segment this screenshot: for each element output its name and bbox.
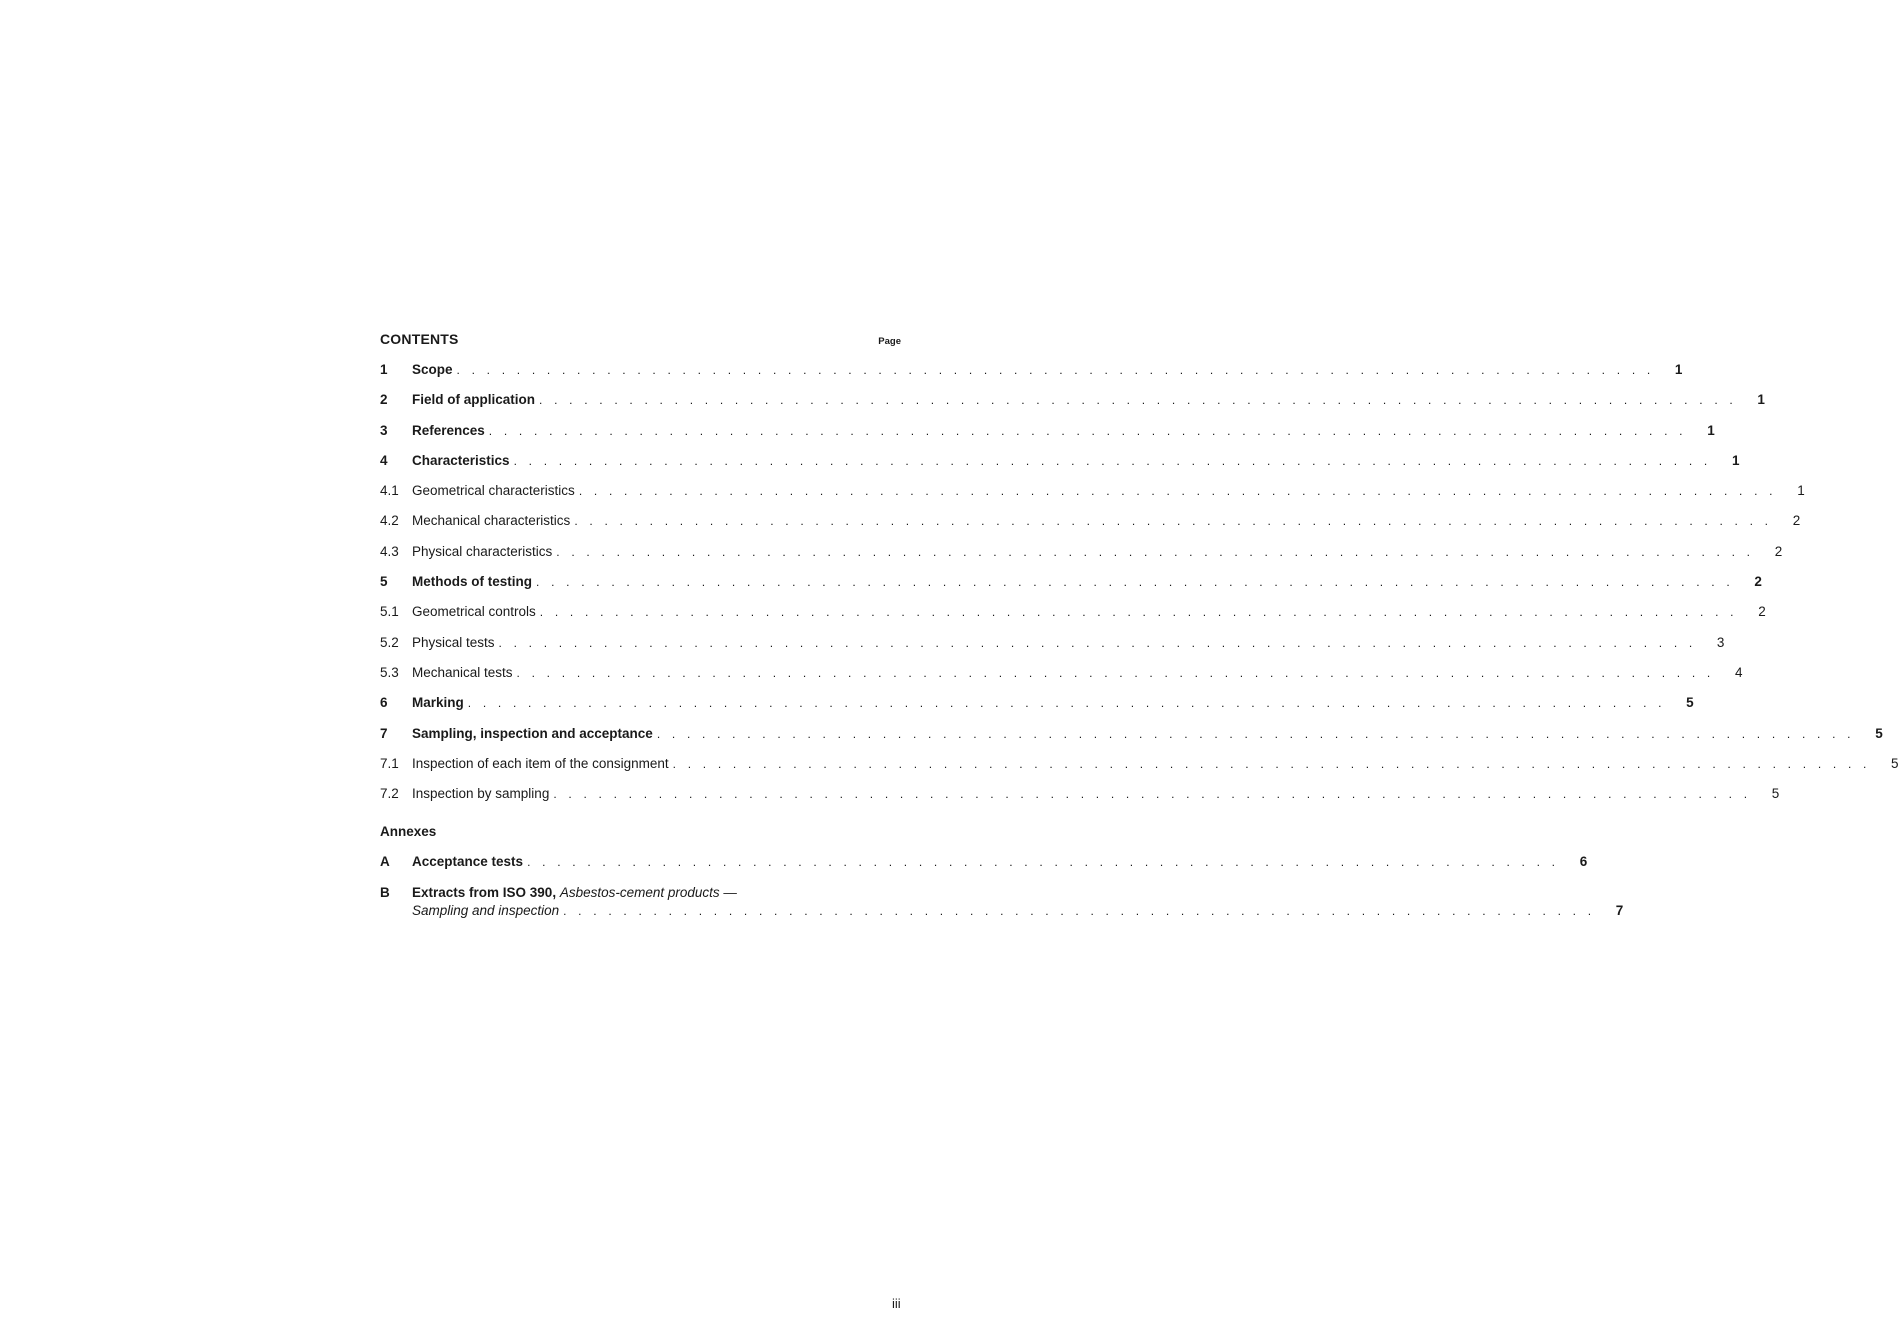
annex-b-title-block [412, 884, 1623, 920]
toc-entry-title: Marking [412, 695, 464, 711]
toc-entry-page: 1 [1674, 362, 1683, 377]
toc-entry-number: 7 [380, 725, 388, 741]
toc-entry-number: 5.2 [380, 634, 399, 650]
toc-entry-page: 1 [1797, 483, 1805, 499]
toc-entry-number: 1 [380, 362, 388, 377]
toc-entry[interactable] [380, 452, 1740, 482]
toc-entry[interactable] [380, 361, 1683, 391]
toc-entry-number: A [380, 854, 390, 870]
toc-entry-title: Inspection by sampling [412, 786, 550, 802]
toc-entry-number: 3 [380, 422, 388, 438]
toc-entry[interactable] [380, 543, 1783, 573]
dot-leader: . . . . . . . . . . . . . . . . . . . . . . . . . . . . . . . . . . . . . . . . . . . . . . . . . . . . . . . . . . . . . . . . . . . . . . . . . . . . . . . . [656, 726, 1855, 741]
toc-entry-title: Geometrical characteristics [412, 483, 575, 499]
toc-entry-title: Mechanical characteristics [412, 513, 571, 529]
toc-entry-page: 2 [1792, 513, 1801, 529]
toc-entry[interactable] [380, 422, 1715, 452]
toc-entry-page: 7 [1615, 902, 1624, 918]
contents-heading: CONTENTS [380, 331, 459, 347]
toc-entry-title: Physical characteristics [412, 543, 553, 559]
toc-entry-page: 5 [1686, 695, 1694, 711]
toc-entry-title: Characteristics [412, 452, 510, 468]
toc-entry-number: 5.1 [380, 604, 399, 620]
toc-entry-title: Mechanical tests [412, 664, 513, 680]
toc-entry-page: 2 [1754, 574, 1762, 590]
toc-entry[interactable] [380, 694, 1694, 724]
toc-entry-title: Field of application [412, 392, 536, 408]
toc-entry-number: 6 [380, 695, 388, 711]
toc-entry-page: 2 [1758, 604, 1766, 620]
dot-leader: . . . . . . . . . . . . . . . . . . . . . . . . . . . . . . . . . . . . . . . . . . . . . . . . . . . . . . . . . . . . . . . . . . . . . . . . . . . . . . . . [456, 363, 1655, 377]
toc-entry-number: 4.1 [380, 483, 399, 499]
toc-entry-list [380, 361, 1899, 815]
dot-leader: . . . . . . . . . . . . . . . . . . . . . . . . . . . . . . . . . . . . . . . . . . . . . . . . . . . . . . . . . . . . . . . . . . . . . . . . . . . . . . . . [672, 756, 1871, 771]
annex-b-line-2 [412, 902, 1623, 920]
toc-entry-title: Scope [412, 362, 453, 377]
toc-entry-page: 1 [1731, 452, 1740, 468]
dot-leader: . . . . . . . . . . . . . . . . . . . . . . . . . . . . . . . . . . . . . . . . . . . . . . . . . . . . . . . . . . . . . . . . . . . . . . . . . . . . . . . . [574, 514, 1773, 529]
toc-entry[interactable] [380, 664, 1743, 694]
toc-entry-page: 5 [1771, 786, 1780, 802]
toc-entry-page: 5 [1891, 755, 1899, 771]
page-number: iii [892, 1296, 901, 1311]
annex-b-line-1 [412, 884, 1623, 902]
dot-leader: . . . . . . . . . . . . . . . . . . . . . . . . . . . . . . . . . . . . . . . . . . . . . . . . . . . . . . . . . . . . . . . . . . . . . . . . . . . . . . . . [488, 423, 1687, 438]
toc-entry-number: 4.2 [380, 513, 399, 529]
dot-leader: . . . . . . . . . . . . . . . . . . . . . . . . . . . . . . . . . . . . . . . . . . . . . . . . . . . . . . . . . . . . . . . . . . . . . . . . . . . . . . . . [556, 544, 1755, 559]
toc-entry-page: 1 [1757, 392, 1765, 408]
toc-entry-page: 3 [1716, 634, 1725, 650]
toc-entry[interactable] [380, 755, 1899, 785]
toc-entry-page: 6 [1579, 854, 1588, 870]
toc-entry-number: B [380, 884, 390, 900]
page-column-label: Page [878, 336, 901, 347]
toc-entry-page: 4 [1734, 664, 1743, 680]
toc-entry-title: Acceptance tests [412, 854, 524, 870]
toc-entry-title: Inspection of each item of the consignment [412, 755, 669, 771]
annex-b-title-italic-2: Sampling and inspection [412, 902, 560, 918]
toc-entry-number: 7.1 [380, 755, 399, 771]
toc-entry[interactable] [380, 573, 1762, 603]
toc-entry[interactable] [380, 391, 1765, 421]
toc-entry-title: Sampling, inspection and acceptance [412, 725, 653, 741]
toc-entry-page: 5 [1875, 725, 1883, 741]
dot-leader: . . . . . . . . . . . . . . . . . . . . . . . . . . . . . . . . . . . . . . . . . . . . . . . . . . . . . . . . . . . . . . . . . . . . . . . . . . . . . . . . [536, 575, 1734, 590]
toc-entry-page: 1 [1707, 422, 1715, 438]
annex-b-title-italic-1: Asbestos-cement products — [559, 884, 737, 900]
annexes-heading: Annexes [380, 824, 437, 840]
toc-entry-annex-b[interactable] [380, 884, 1624, 920]
dot-leader: . . . . . . . . . . . . . . . . . . . . . . . . . . . . . . . . . . . . . . . . . . . . . . . . . . . . . . . . . . . . . . . . . . . . . . . . . . . . . . . . [467, 696, 1666, 711]
annex-b-title-bold: Extracts from ISO 390, [412, 884, 557, 900]
table-of-contents [380, 331, 1899, 920]
toc-entry[interactable] [380, 512, 1801, 542]
dot-leader: . . . . . . . . . . . . . . . . . . . . . . . . . . . . . . . . . . . . . . . . . . . . . . . . . . . . . . . . . . . . . . . . . . . . . . . . . . . . . . . . [539, 605, 1738, 620]
toc-entry-title: Physical tests [412, 634, 495, 650]
dot-leader: . . . . . . . . . . . . . . . . . . . . . . . . . . . . . . . . . . . . . . . . . . . . . . . . . . . . . . . . . . . . . . . . . . . . . . . . . . . . . . . . [578, 484, 1777, 499]
toc-entry-title: Geometrical controls [412, 604, 536, 620]
toc-entry-title: Methods of testing [412, 574, 532, 590]
toc-entry[interactable] [380, 482, 1805, 512]
toc-entry-number: 5 [380, 574, 388, 590]
toc-entry-number: 4.3 [380, 543, 399, 559]
toc-header [380, 331, 901, 351]
dot-leader: . . . . . . . . . . . . . . . . . . . . . . . . . . . . . . . . . . . . . . . . . . . . . . . . . . . . . . . . . . . . . . . . . . . . . [563, 903, 1596, 918]
toc-entry-number: 7.2 [380, 786, 399, 802]
toc-entry[interactable] [380, 785, 1780, 815]
toc-entry[interactable] [380, 603, 1766, 633]
toc-entry-title: References [412, 422, 485, 438]
toc-entry-number: 4 [380, 452, 388, 468]
dot-leader: . . . . . . . . . . . . . . . . . . . . . . . . . . . . . . . . . . . . . . . . . . . . . . . . . . . . . . . . . . . . . . . . . . . . . . . . . . . . . . . . [513, 453, 1712, 468]
toc-entry[interactable] [380, 725, 1883, 755]
dot-leader: . . . . . . . . . . . . . . . . . . . . . . . . . . . . . . . . . . . . . . . . . . . . . . . . . . . . . . . . . . . . . . . . . . . . . . . . . . . . . . . . [539, 393, 1737, 408]
toc-entry-page: 2 [1774, 543, 1783, 559]
toc-entry-annex-a[interactable] [380, 853, 1588, 883]
dot-leader: . . . . . . . . . . . . . . . . . . . . . . . . . . . . . . . . . . . . . . . . . . . . . . . . . . . . . . . . . . . . . . . . . . . . . [527, 855, 1560, 870]
dot-leader: . . . . . . . . . . . . . . . . . . . . . . . . . . . . . . . . . . . . . . . . . . . . . . . . . . . . . . . . . . . . . . . . . . . . . . . . . . . . . . . . [553, 787, 1752, 802]
toc-entry[interactable] [380, 634, 1725, 664]
toc-entry-number: 5.3 [380, 664, 399, 680]
toc-entry-number: 2 [380, 392, 388, 408]
dot-leader: . . . . . . . . . . . . . . . . . . . . . . . . . . . . . . . . . . . . . . . . . . . . . . . . . . . . . . . . . . . . . . . . . . . . . . . . . . . . . . . . [516, 665, 1715, 680]
dot-leader: . . . . . . . . . . . . . . . . . . . . . . . . . . . . . . . . . . . . . . . . . . . . . . . . . . . . . . . . . . . . . . . . . . . . . . . . . . . . . . . . [498, 635, 1697, 650]
